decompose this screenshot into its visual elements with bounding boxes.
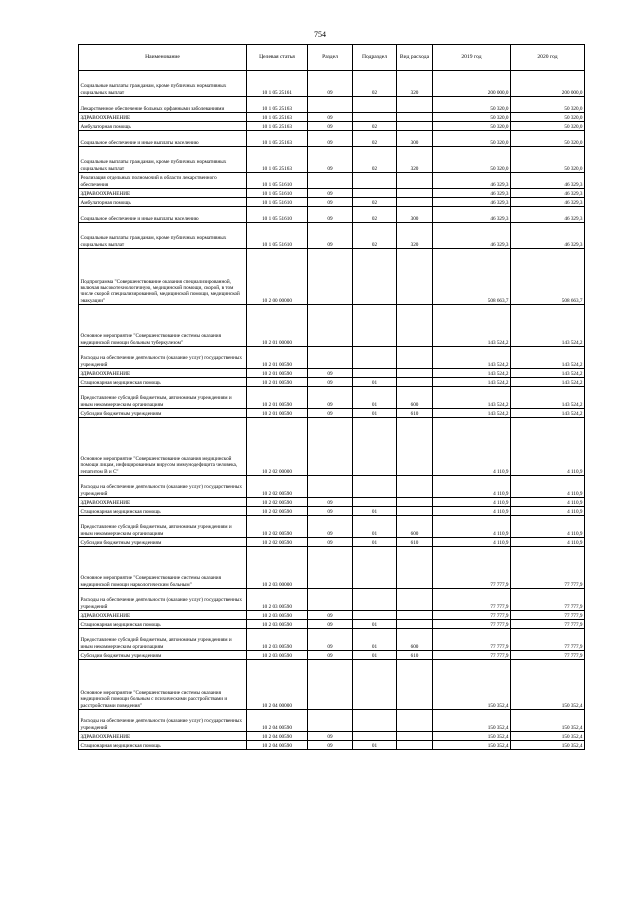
row-section — [308, 710, 353, 732]
row-amount-2019: 77 777,9 — [433, 629, 511, 651]
row-section: 09 — [308, 538, 353, 547]
row-name: Расходы на обеспечение деятельности (оказание услуг) государственных учреждений — [79, 589, 247, 611]
row-name: Субсидии бюджетным учреждениям — [79, 409, 247, 418]
row-expense-type — [397, 369, 433, 378]
table-row — [79, 369, 585, 378]
row-amount-2020: 143 524,2 — [511, 409, 585, 418]
table-header-row — [79, 45, 585, 71]
row-subsection: 01 — [353, 538, 397, 547]
row-section — [308, 347, 353, 369]
row-amount-2019: 46 329,3 — [433, 189, 511, 198]
table-row — [79, 122, 585, 131]
row-subsection — [353, 660, 397, 710]
row-name: Социальные выплаты гражданам, кроме публичных нормативных социальных выплат — [79, 223, 247, 249]
row-expense-type: 320 — [397, 71, 433, 97]
row-expense-type: 300 — [397, 131, 433, 147]
header-target-article: Целевая статья — [247, 45, 308, 71]
row-amount-2020: 143 524,2 — [511, 378, 585, 387]
row-name: Амбулаторная помощь — [79, 198, 247, 207]
budget-table — [78, 44, 585, 750]
row-target-article: 10 2 03 00000 — [247, 547, 308, 589]
row-amount-2019: 50 320,0 — [433, 97, 511, 113]
row-section: 09 — [308, 198, 353, 207]
row-subsection — [353, 732, 397, 741]
table-row — [79, 418, 585, 476]
row-expense-type — [397, 173, 433, 189]
row-target-article: 10 1 05 51610 — [247, 173, 308, 189]
row-target-article: 10 2 01 00590 — [247, 369, 308, 378]
row-subsection: 02 — [353, 131, 397, 147]
row-section — [308, 305, 353, 347]
row-section: 09 — [308, 369, 353, 378]
row-section: 09 — [308, 611, 353, 620]
row-name: Расходы на обеспечение деятельности (оказание услуг) государственных учреждений — [79, 347, 247, 369]
row-name: Социальное обеспечение и иные выплаты населению — [79, 131, 247, 147]
row-amount-2019: 77 777,9 — [433, 611, 511, 620]
row-amount-2019: 77 777,9 — [433, 651, 511, 660]
row-amount-2020: 4 110,9 — [511, 476, 585, 498]
row-expense-type — [397, 507, 433, 516]
row-amount-2020: 150 352,4 — [511, 660, 585, 710]
row-name: Предоставление субсидий бюджетным, автономным учреждениям и иным некоммерческим организациям — [79, 387, 247, 409]
row-name: Основное мероприятие "Совершенствование системы оказания медицинской помощи наркологическим больным" — [79, 547, 247, 589]
row-amount-2019: 143 524,2 — [433, 305, 511, 347]
table-row — [79, 498, 585, 507]
table-row — [79, 131, 585, 147]
row-amount-2019: 508 663,7 — [433, 249, 511, 305]
row-amount-2019: 46 329,3 — [433, 198, 511, 207]
row-target-article: 10 2 00 00000 — [247, 249, 308, 305]
row-subsection: 01 — [353, 409, 397, 418]
table-row — [79, 147, 585, 173]
row-amount-2020: 4 110,9 — [511, 418, 585, 476]
row-section: 09 — [308, 387, 353, 409]
row-target-article: 10 1 05 51610 — [247, 189, 308, 198]
row-target-article: 10 1 05 51610 — [247, 207, 308, 223]
row-amount-2019: 150 352,4 — [433, 710, 511, 732]
row-section — [308, 173, 353, 189]
row-amount-2019: 77 777,9 — [433, 589, 511, 611]
row-section: 09 — [308, 651, 353, 660]
row-subsection — [353, 97, 397, 113]
row-name: Расходы на обеспечение деятельности (оказание услуг) государственных учреждений — [79, 710, 247, 732]
row-target-article: 10 2 04 00000 — [247, 660, 308, 710]
header-year-2020: 2020 год — [511, 45, 585, 71]
row-section: 09 — [308, 741, 353, 750]
row-subsection: 02 — [353, 71, 397, 97]
row-amount-2019: 143 524,2 — [433, 369, 511, 378]
row-subsection — [353, 710, 397, 732]
row-name: Основное мероприятие "Совершенствование системы оказания медицинской помощи больным туберкулезом" — [79, 305, 247, 347]
row-section: 09 — [308, 409, 353, 418]
table-row — [79, 710, 585, 732]
header-subsection: Подраздел — [353, 45, 397, 71]
row-target-article: 10 1 05 25163 — [247, 147, 308, 173]
table-row — [79, 620, 585, 629]
table-row — [79, 71, 585, 97]
table-row — [79, 547, 585, 589]
table-row — [79, 507, 585, 516]
row-amount-2019: 4 110,9 — [433, 418, 511, 476]
row-expense-type: 600 — [397, 387, 433, 409]
row-subsection: 01 — [353, 378, 397, 387]
row-target-article: 10 2 01 00590 — [247, 409, 308, 418]
row-subsection — [353, 173, 397, 189]
row-subsection — [353, 418, 397, 476]
row-target-article: 10 2 01 00590 — [247, 387, 308, 409]
row-subsection — [353, 547, 397, 589]
row-expense-type — [397, 611, 433, 620]
table-row — [79, 409, 585, 418]
row-subsection: 01 — [353, 629, 397, 651]
header-name: Наименование — [79, 45, 247, 71]
table-row — [79, 660, 585, 710]
row-amount-2019: 77 777,9 — [433, 547, 511, 589]
row-name: Подпрограмма "Совершенствование оказания специализированной, включая высокотехнологичную, медицинской помощи, скорой, в том числе скорой специализированной, медицинской помощи, медицинской эвакуации" — [79, 249, 247, 305]
row-amount-2019: 200 000,0 — [433, 71, 511, 97]
row-target-article: 10 1 05 51610 — [247, 223, 308, 249]
row-section — [308, 476, 353, 498]
row-subsection: 01 — [353, 387, 397, 409]
row-amount-2020: 143 524,2 — [511, 387, 585, 409]
row-section: 09 — [308, 131, 353, 147]
row-expense-type — [397, 189, 433, 198]
row-expense-type — [397, 476, 433, 498]
row-subsection: 02 — [353, 122, 397, 131]
row-amount-2019: 150 352,4 — [433, 732, 511, 741]
table-row — [79, 629, 585, 651]
row-expense-type: 600 — [397, 629, 433, 651]
row-section — [308, 547, 353, 589]
row-expense-type: 610 — [397, 409, 433, 418]
row-expense-type — [397, 732, 433, 741]
row-amount-2020: 46 329,3 — [511, 223, 585, 249]
row-amount-2019: 150 352,4 — [433, 660, 511, 710]
row-subsection: 02 — [353, 207, 397, 223]
row-amount-2019: 143 524,2 — [433, 409, 511, 418]
table-row — [79, 611, 585, 620]
row-subsection — [353, 476, 397, 498]
table-row — [79, 589, 585, 611]
row-expense-type: 600 — [397, 516, 433, 538]
row-amount-2020: 50 320,0 — [511, 131, 585, 147]
row-target-article: 10 2 01 00590 — [247, 378, 308, 387]
row-name: ЗДРАВООХРАНЕНИЕ — [79, 611, 247, 620]
row-expense-type — [397, 347, 433, 369]
row-expense-type — [397, 122, 433, 131]
row-amount-2019: 46 329,3 — [433, 207, 511, 223]
row-subsection: 02 — [353, 147, 397, 173]
row-name: ЗДРАВООХРАНЕНИЕ — [79, 732, 247, 741]
table-row — [79, 347, 585, 369]
row-target-article: 10 2 02 00590 — [247, 507, 308, 516]
row-target-article: 10 1 05 25163 — [247, 122, 308, 131]
row-amount-2019: 77 777,9 — [433, 620, 511, 629]
row-amount-2020: 77 777,9 — [511, 589, 585, 611]
table-row — [79, 207, 585, 223]
row-amount-2019: 50 320,0 — [433, 113, 511, 122]
table-row — [79, 538, 585, 547]
row-name: Амбулаторная помощь — [79, 122, 247, 131]
row-expense-type — [397, 589, 433, 611]
table-body — [79, 71, 585, 750]
row-amount-2020: 143 524,2 — [511, 369, 585, 378]
table-row — [79, 198, 585, 207]
row-amount-2019: 4 110,9 — [433, 498, 511, 507]
row-target-article: 10 2 04 00590 — [247, 710, 308, 732]
row-amount-2019: 46 329,3 — [433, 223, 511, 249]
row-amount-2020: 4 110,9 — [511, 498, 585, 507]
row-name: ЗДРАВООХРАНЕНИЕ — [79, 189, 247, 198]
row-target-article: 10 1 05 25163 — [247, 113, 308, 122]
row-subsection — [353, 305, 397, 347]
row-name: Основное мероприятие "Совершенствование оказания медицинской помощи лицам, инфицированным вирусом иммунодефицита человека, гепатитом B и C" — [79, 418, 247, 476]
table-row — [79, 651, 585, 660]
row-name: ЗДРАВООХРАНЕНИЕ — [79, 113, 247, 122]
row-name: Предоставление субсидий бюджетным, автономным учреждениям и иным некоммерческим организациям — [79, 629, 247, 651]
row-expense-type — [397, 378, 433, 387]
row-amount-2019: 150 352,4 — [433, 741, 511, 750]
row-amount-2019: 4 110,9 — [433, 538, 511, 547]
row-amount-2020: 143 524,2 — [511, 347, 585, 369]
row-name: Социальные выплаты гражданам, кроме публичных нормативных социальных выплат — [79, 147, 247, 173]
row-expense-type: 610 — [397, 538, 433, 547]
row-name: Стационарная медицинская помощь — [79, 378, 247, 387]
row-subsection — [353, 498, 397, 507]
row-section: 09 — [308, 223, 353, 249]
row-expense-type: 610 — [397, 651, 433, 660]
row-subsection — [353, 249, 397, 305]
row-expense-type — [397, 418, 433, 476]
row-amount-2020: 4 110,9 — [511, 538, 585, 547]
row-subsection: 01 — [353, 741, 397, 750]
row-name: ЗДРАВООХРАНЕНИЕ — [79, 369, 247, 378]
table-row — [79, 476, 585, 498]
row-section — [308, 418, 353, 476]
row-subsection — [353, 347, 397, 369]
header-section: Раздел — [308, 45, 353, 71]
row-expense-type — [397, 710, 433, 732]
row-amount-2020: 150 352,4 — [511, 732, 585, 741]
row-subsection — [353, 113, 397, 122]
row-name: Стационарная медицинская помощь — [79, 741, 247, 750]
row-amount-2019: 143 524,2 — [433, 387, 511, 409]
page-number: 754 — [314, 30, 326, 39]
row-subsection — [353, 369, 397, 378]
table-row — [79, 189, 585, 198]
table-row — [79, 741, 585, 750]
row-amount-2020: 508 663,7 — [511, 249, 585, 305]
row-target-article: 10 2 02 00590 — [247, 476, 308, 498]
table-row — [79, 223, 585, 249]
row-section: 09 — [308, 207, 353, 223]
row-target-article: 10 2 03 00590 — [247, 651, 308, 660]
row-target-article: 10 2 03 00590 — [247, 620, 308, 629]
row-name: Субсидии бюджетным учреждениям — [79, 538, 247, 547]
row-amount-2020: 143 524,2 — [511, 305, 585, 347]
row-target-article: 10 1 05 25163 — [247, 131, 308, 147]
row-target-article: 10 2 02 00590 — [247, 538, 308, 547]
row-expense-type — [397, 305, 433, 347]
row-expense-type: 300 — [397, 207, 433, 223]
row-expense-type: 320 — [397, 147, 433, 173]
row-target-article: 10 2 02 00590 — [247, 498, 308, 507]
row-amount-2020: 50 320,0 — [511, 122, 585, 131]
table-row — [79, 732, 585, 741]
row-section — [308, 660, 353, 710]
row-amount-2020: 50 320,0 — [511, 147, 585, 173]
row-expense-type — [397, 97, 433, 113]
row-expense-type — [397, 249, 433, 305]
table-row — [79, 305, 585, 347]
row-subsection — [353, 611, 397, 620]
row-section: 09 — [308, 189, 353, 198]
row-expense-type — [397, 547, 433, 589]
row-amount-2019: 143 524,2 — [433, 347, 511, 369]
row-amount-2020: 77 777,9 — [511, 629, 585, 651]
row-expense-type — [397, 620, 433, 629]
row-name: Социальные выплаты гражданам, кроме публичных нормативных социальных выплат — [79, 71, 247, 97]
row-section: 09 — [308, 507, 353, 516]
row-section — [308, 249, 353, 305]
row-subsection: 01 — [353, 507, 397, 516]
header-expense-type: Вид расхода — [397, 45, 433, 71]
table-row — [79, 173, 585, 189]
row-name: Предоставление субсидий бюджетным, автономным учреждениям и иным некоммерческим организациям — [79, 516, 247, 538]
row-amount-2020: 4 110,9 — [511, 516, 585, 538]
row-section: 09 — [308, 516, 353, 538]
row-amount-2020: 50 320,0 — [511, 113, 585, 122]
row-amount-2020: 77 777,9 — [511, 651, 585, 660]
row-amount-2020: 77 777,9 — [511, 547, 585, 589]
row-name: Расходы на обеспечение деятельности (оказание услуг) государственных учреждений — [79, 476, 247, 498]
row-expense-type — [397, 198, 433, 207]
row-section: 09 — [308, 378, 353, 387]
row-name: Основное мероприятие "Совершенствование системы оказания медицинской помощи больным с психическими расстройствами и расстройствами поведения" — [79, 660, 247, 710]
table-row — [79, 113, 585, 122]
row-target-article: 10 1 05 25161 — [247, 71, 308, 97]
row-amount-2019: 4 110,9 — [433, 507, 511, 516]
table-row — [79, 378, 585, 387]
row-subsection — [353, 589, 397, 611]
row-amount-2019: 143 524,2 — [433, 378, 511, 387]
row-subsection: 02 — [353, 223, 397, 249]
row-section: 09 — [308, 629, 353, 651]
row-amount-2019: 50 320,0 — [433, 131, 511, 147]
row-subsection: 02 — [353, 198, 397, 207]
row-subsection — [353, 189, 397, 198]
row-amount-2020: 77 777,9 — [511, 611, 585, 620]
row-section: 09 — [308, 122, 353, 131]
row-name: Стационарная медицинская помощь — [79, 507, 247, 516]
row-target-article: 10 2 03 00590 — [247, 629, 308, 651]
row-section: 09 — [308, 498, 353, 507]
row-subsection: 01 — [353, 620, 397, 629]
row-amount-2020: 46 329,3 — [511, 198, 585, 207]
row-section — [308, 97, 353, 113]
row-name: Субсидии бюджетным учреждениям — [79, 651, 247, 660]
row-section: 09 — [308, 620, 353, 629]
row-amount-2020: 150 352,4 — [511, 741, 585, 750]
row-amount-2019: 50 320,0 — [433, 122, 511, 131]
row-amount-2020: 46 329,3 — [511, 207, 585, 223]
table-row — [79, 249, 585, 305]
row-target-article: 10 2 02 00000 — [247, 418, 308, 476]
row-name: Лекарственное обеспечение больных орфанными заболеваниями — [79, 97, 247, 113]
row-name: Стационарная медицинская помощь — [79, 620, 247, 629]
row-amount-2020: 50 320,0 — [511, 97, 585, 113]
row-subsection: 01 — [353, 516, 397, 538]
row-section — [308, 589, 353, 611]
row-expense-type: 320 — [397, 223, 433, 249]
row-amount-2019: 46 329,3 — [433, 173, 511, 189]
row-amount-2020: 150 352,4 — [511, 710, 585, 732]
row-expense-type — [397, 113, 433, 122]
row-target-article: 10 2 03 00590 — [247, 589, 308, 611]
row-target-article: 10 2 04 00590 — [247, 732, 308, 741]
row-target-article: 10 2 01 00590 — [247, 347, 308, 369]
table-row — [79, 387, 585, 409]
row-target-article: 10 2 01 00000 — [247, 305, 308, 347]
table-row — [79, 97, 585, 113]
row-amount-2020: 77 777,9 — [511, 620, 585, 629]
row-target-article: 10 1 05 51610 — [247, 198, 308, 207]
row-amount-2019: 4 110,9 — [433, 476, 511, 498]
row-target-article: 10 1 05 25163 — [247, 97, 308, 113]
row-target-article: 10 2 02 00590 — [247, 516, 308, 538]
row-name: Социальное обеспечение и иные выплаты населению — [79, 207, 247, 223]
row-target-article: 10 2 03 00590 — [247, 611, 308, 620]
row-amount-2020: 46 329,3 — [511, 189, 585, 198]
row-section: 09 — [308, 71, 353, 97]
row-amount-2019: 4 110,9 — [433, 516, 511, 538]
row-section: 09 — [308, 732, 353, 741]
row-section: 09 — [308, 113, 353, 122]
header-year-2019: 2019 год — [433, 45, 511, 71]
row-amount-2020: 46 329,3 — [511, 173, 585, 189]
row-amount-2020: 200 000,0 — [511, 71, 585, 97]
row-expense-type — [397, 498, 433, 507]
table-row — [79, 516, 585, 538]
row-amount-2020: 4 110,9 — [511, 507, 585, 516]
row-subsection: 01 — [353, 651, 397, 660]
row-expense-type — [397, 660, 433, 710]
row-name: Реализация отдельных полномочий в области лекарственного обеспечения — [79, 173, 247, 189]
row-target-article: 10 2 04 00590 — [247, 741, 308, 750]
row-expense-type — [397, 741, 433, 750]
row-section: 09 — [308, 147, 353, 173]
row-name: ЗДРАВООХРАНЕНИЕ — [79, 498, 247, 507]
row-amount-2019: 50 320,0 — [433, 147, 511, 173]
